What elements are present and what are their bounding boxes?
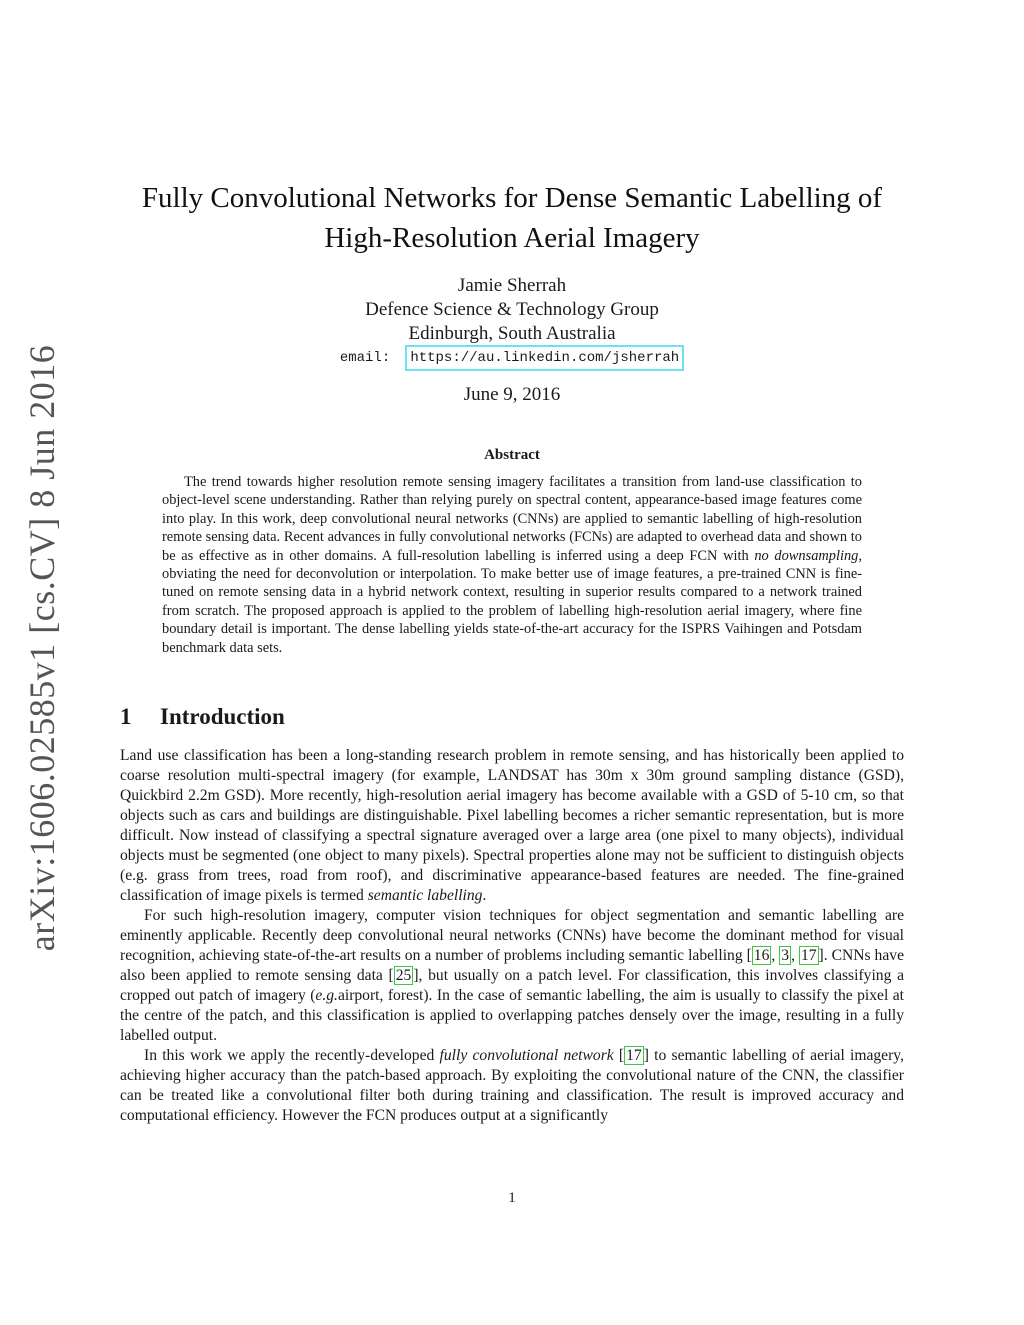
title-line-1: Fully Convolutional Networks for Dense Semantic Labelling of	[141, 182, 883, 214]
citation-link[interactable]: 17	[626, 1047, 642, 1064]
paragraph-3-emphasis: fully convolutional network	[439, 1047, 614, 1064]
paragraph-1-end: .	[482, 887, 487, 904]
paper-date: June 9, 2016	[463, 384, 561, 405]
citation-separator: ,	[771, 947, 780, 964]
paragraph-3	[120, 1046, 904, 1126]
paragraph-3-text: In this work we apply the recently-developed	[144, 1047, 440, 1064]
paragraph-2-text: ], but usually on a patch level. For classification, this involves classifying a cropped out patch of imagery (	[120, 967, 905, 1004]
section-number: 1	[120, 704, 132, 729]
paragraph-2-emphasis: e.g.	[315, 987, 338, 1004]
paragraph-1	[120, 746, 904, 906]
abstract-text	[162, 473, 862, 657]
email-line	[100, 346, 924, 366]
title-line-2: High-Resolution Aerial Imagery	[324, 222, 700, 254]
author-name: Jamie Sherrah	[457, 275, 567, 296]
paragraph-2-text: ]. CNNs have also been applied to remote sensing data [	[120, 947, 904, 984]
paper-title	[100, 178, 924, 258]
body-text	[120, 746, 904, 1126]
citation-link[interactable]: 25	[395, 967, 412, 984]
arxiv-identifier: arXiv:1606.02585v1 [cs.CV] 8 Jun 2016	[22, 344, 62, 952]
citation-link[interactable]: 3	[781, 947, 790, 964]
author-affiliation: Defence Science & Technology Group	[365, 299, 659, 320]
author-block	[100, 274, 924, 346]
paragraph-3-text: ] to semantic labelling of aerial imagery, achieving higher accuracy than the patch-based approach. By exploiting the convolutional nature of the CNN, the classifier can be treated like a convolutional filter both during training and classification. The result is improved accuracy and computational efficiency. However the FCN produces output at a significantly	[120, 1047, 904, 1124]
paragraph-2-text: For such high-resolution imagery, computer vision techniques for object segmentation and semantic labelling are eminently applicable. Recently deep convolutional neural networks (CNNs) have become the dominant method for visual recognition, achieving state-of-the-art results on a number of problems including semantic labelling [	[120, 907, 904, 964]
abstract-part-1: The trend towards higher resolution remote sensing imagery facilitates a transition from land-use classification to object-level scene understanding. Rather than relying purely on spectral content, appearance-based image features come into play. In this work, deep convolutional neural networks (CNNs) are applied to semantic labelling of high-resolution remote sensing data. Recent advances in fully convolutional networks (FCNs) are adapted to overhead data and shown to be as effective as in other domains. A full-resolution labelling is inferred using a deep FCN with	[162, 474, 862, 564]
section-heading	[120, 704, 285, 730]
abstract-part-2: , obviating the need for deconvolution or interpolation. To make better use of image features, a pre-trained CNN is fine-tuned on remote sensing data in a hybrid network context, resulting in superior results compared to a network trained from scratch. The proposed approach is applied to the problem of labelling high-resolution aerial imagery, where fine boundary detail is important. The dense labelling yields state-of-the-art accuracy for the ISPRS Vaihingen and Potsdam benchmark data sets.	[162, 547, 862, 656]
email-label: email:	[339, 350, 391, 366]
abstract-emphasis: no downsampling	[754, 547, 859, 564]
author-location: Edinburgh, South Australia	[408, 323, 616, 344]
paragraph-3-text: [	[613, 1047, 625, 1064]
section-title: Introduction	[160, 704, 285, 729]
paragraph-1-emphasis: semantic labelling	[367, 887, 483, 904]
citation-separator: ,	[791, 947, 799, 964]
email-link[interactable]: https://au.linkedin.com/jsherrah	[405, 345, 684, 371]
citation-link[interactable]: 16	[753, 947, 770, 964]
paragraph-1-text: Land use classification has been a long-standing research problem in remote sensing, and has historically been applied to coarse resolution multi-spectral imagery (for example, LANDSAT has 30m x 30m ground sampling distance (GSD), Quickbird 2.2m GSD). More recently, high-resolution aerial imagery has become available with a GSD of 5-10 cm, so that objects such as cars and buildings are distinguishable. Pixel labelling becomes a richer semantic representation, but is more difficult. Now instead of classifying a spectral signature averaged over a large area (one pixel to many objects), individual objects must be segmented (one object to many pixels). Spectral properties alone may not be sufficient to distinguish objects (e.g. grass from trees, road from roof), and discriminative appearance-based features are needed. The fine-grained classification of image pixels is termed	[120, 747, 904, 904]
abstract-heading: Abstract	[484, 447, 540, 463]
paragraph-2	[120, 906, 904, 1046]
page-number: 1	[508, 1190, 516, 1206]
paragraph-2-text: airport, forest). In the case of semantic labelling, the aim is usually to classify the pixel at the centre of the patch, and this classification is applied to overlapping patches densely over the image, resulting in a fully labelled output.	[120, 987, 904, 1044]
citation-link[interactable]: 17	[800, 947, 817, 964]
